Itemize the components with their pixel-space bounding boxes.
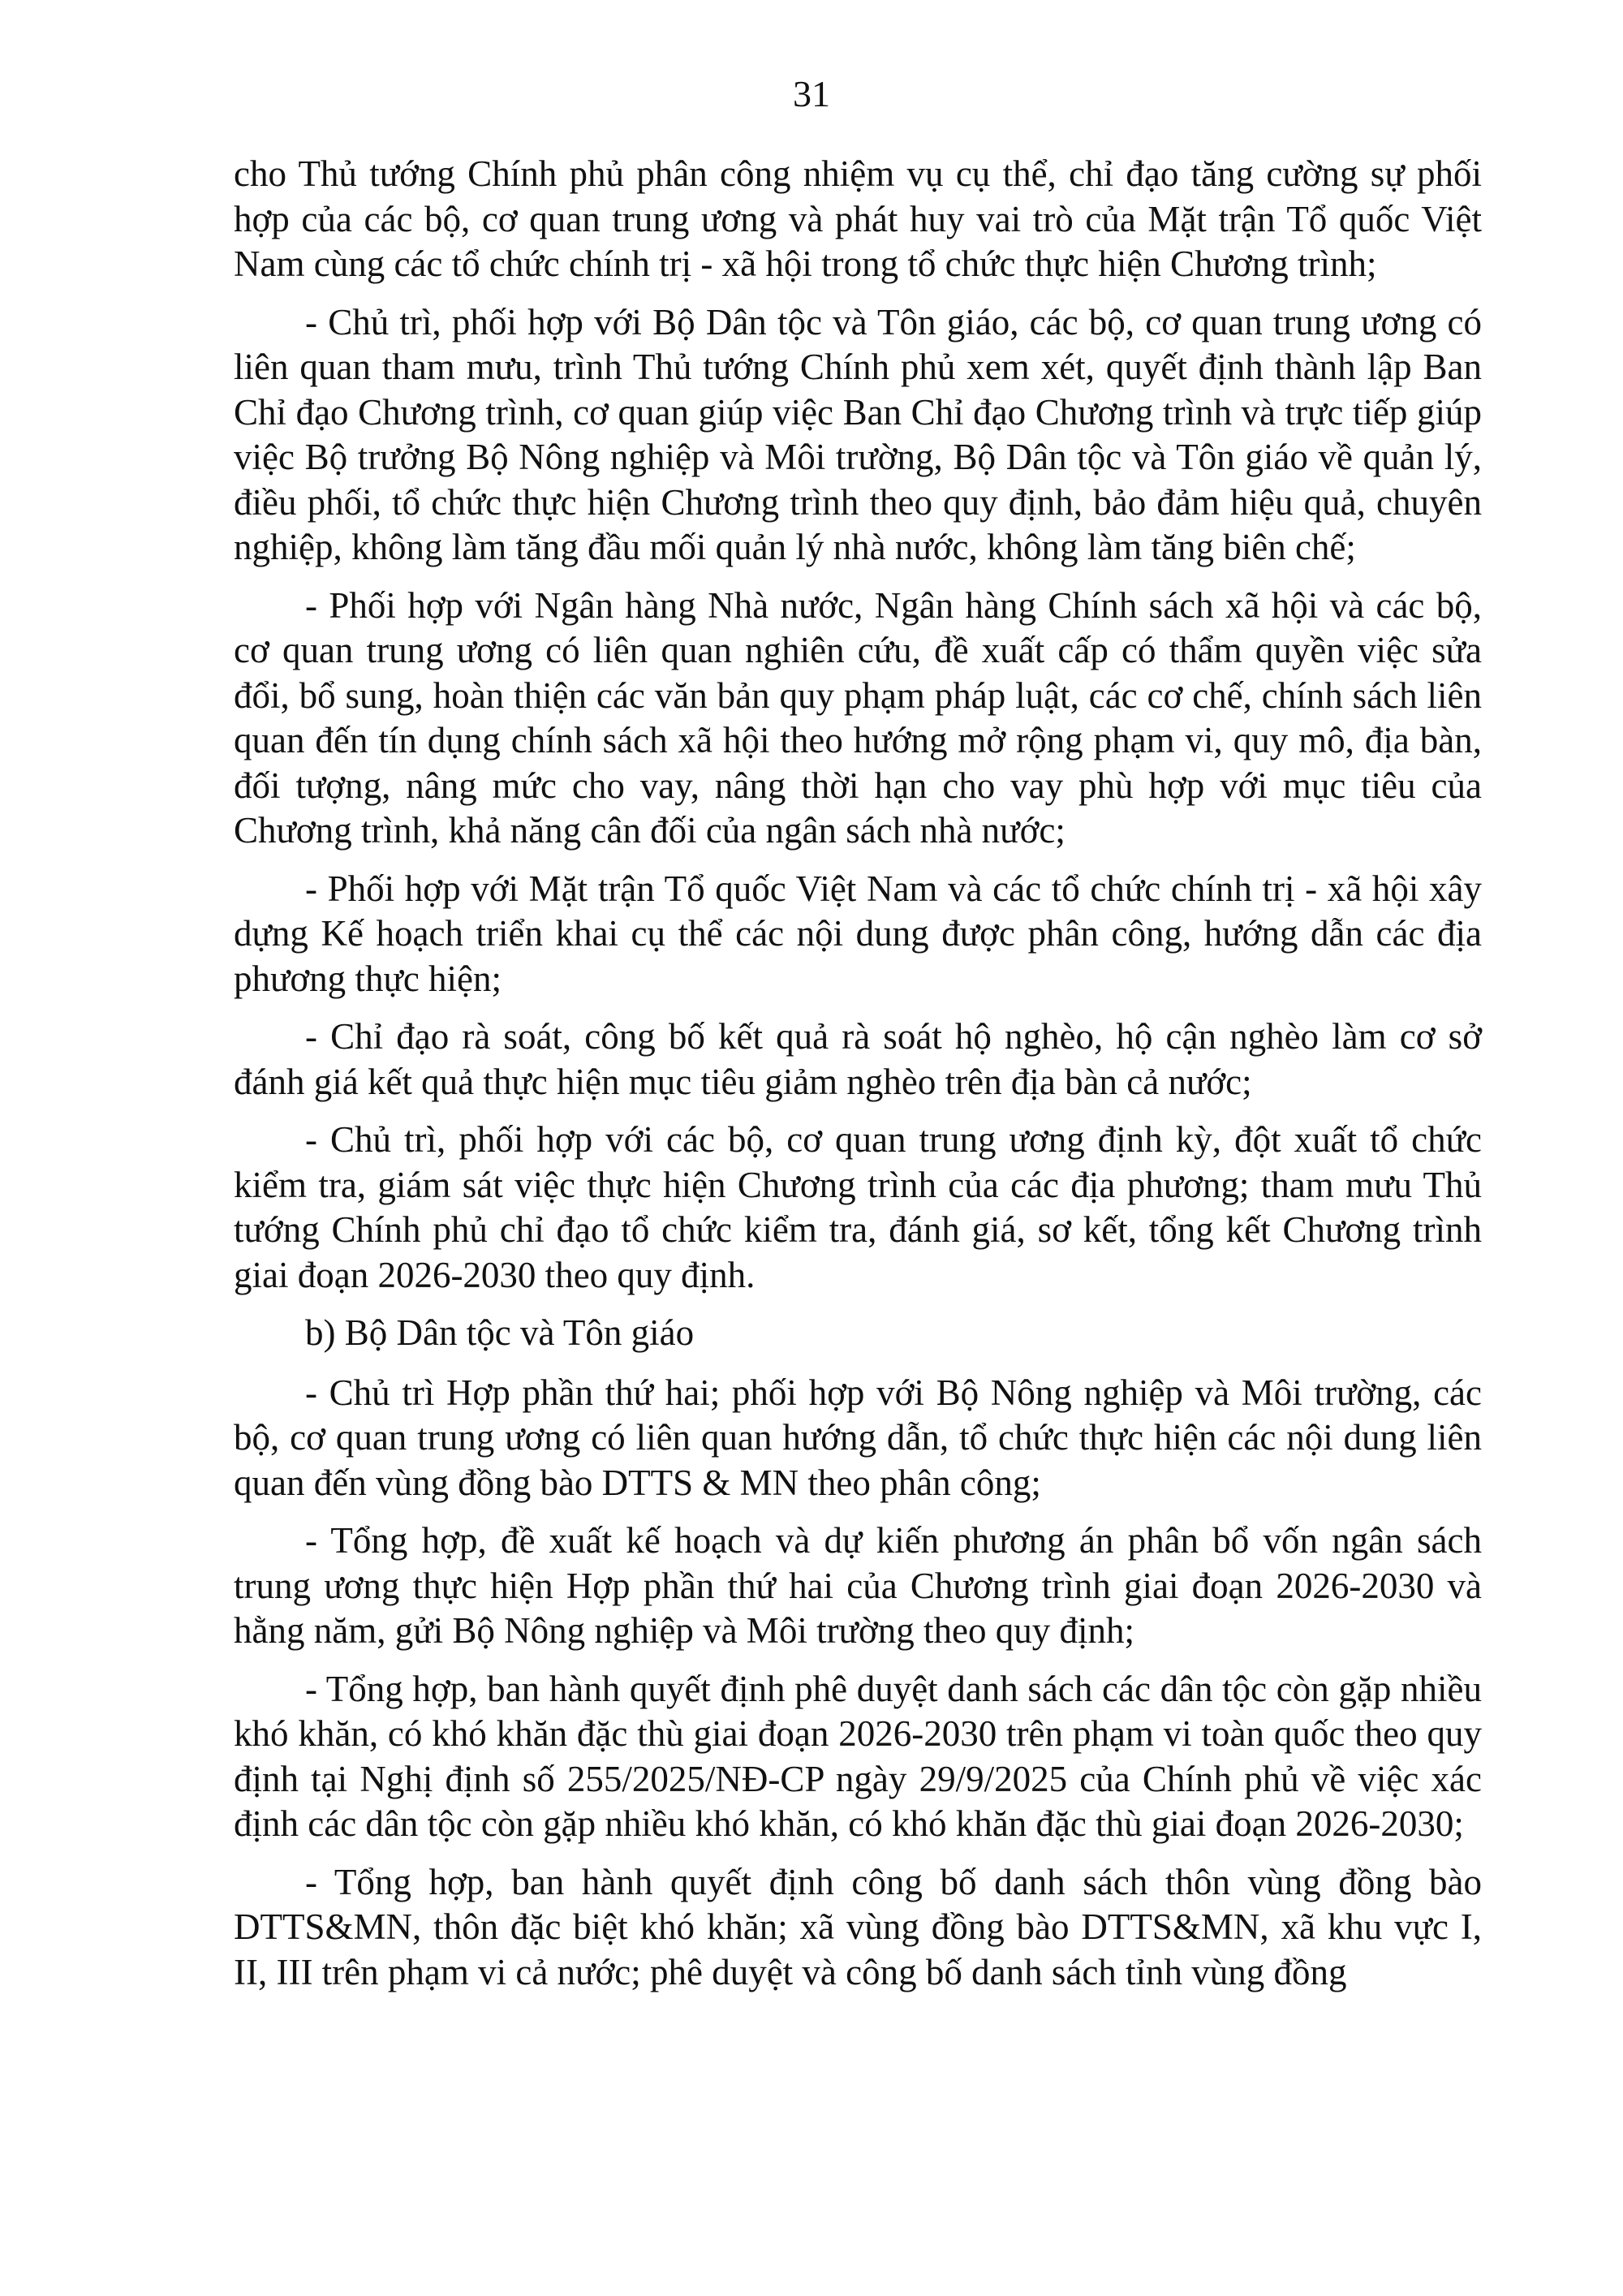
paragraph-mat-tran: - Phối hợp với Mặt trận Tổ quốc Việt Nam và các tổ chức chính trị - xã hội xây dựng Kế hoạch triển khai cụ thể các nội dung được phân công, hướng dẫn các địa phương thực hiện; — [234, 868, 1482, 999]
paragraph-danh-sach-dan-toc: - Tổng hợp, ban hành quyết định phê duyệt danh sách các dân tộc còn gặp nhiều khó khăn, có khó khăn đặc thù giai đoạn 2026-2030 trên phạm vi toàn quốc theo quy định tại Nghị định số 255/2025/NĐ-CP ngày 29/9/2025 của Chính phủ về việc xác định các dân tộc còn gặp nhiều khó khăn, có khó khăn đặc thù giai đoạn 2026-2030; — [234, 1668, 1482, 1844]
paragraph-kiem-tra: - Chủ trì, phối hợp với các bộ, cơ quan trung ương định kỳ, đột xuất tổ chức kiểm tra, giám sát việc thực hiện Chương trình của các địa phương; tham mưu Thủ tướng Chính phủ chỉ đạo tổ chức kiểm tra, đánh giá, sơ kết, tổng kết Chương trình giai đoạn 2026-2030 theo quy định. — [234, 1119, 1482, 1295]
section-heading-bo-dan-toc: b) Bộ Dân tộc và Tôn giáo — [305, 1312, 695, 1353]
paragraph-danh-sach-thon: - Tổng hợp, ban hành quyết định công bố danh sách thôn vùng đồng bào DTTS&MN, thôn đặc biệt khó khăn; xã vùng đồng bào DTTS&MN, xã khu vực I, II, III trên phạm vi cả nước; phê duyệt và công bố danh sách tỉnh vùng đồng — [234, 1861, 1482, 1992]
paragraph-hop-phan-hai: - Chủ trì Hợp phần thứ hai; phối hợp với Bộ Nông nghiệp và Môi trường, các bộ, cơ quan trung ương có liên quan hướng dẫn, tổ chức thực hiện các nội dung liên quan đến vùng đồng bào DTTS & MN theo phân công; — [234, 1372, 1482, 1503]
paragraph-continuation: cho Thủ tướng Chính phủ phân công nhiệm vụ cụ thể, chỉ đạo tăng cường sự phối hợp của các bộ, cơ quan trung ương và phát huy vai trò của Mặt trận Tổ quốc Việt Nam cùng các tổ chức chính trị - xã hội trong tổ chức thực hiện Chương trình; — [234, 153, 1482, 284]
paragraph-phan-bo-von: - Tổng hợp, đề xuất kế hoạch và dự kiến phương án phân bổ vốn ngân sách trung ương thực hiện Hợp phần thứ hai của Chương trình giai đoạn 2026-2030 và hằng năm, gửi Bộ Nông nghiệp và Môi trường theo quy định; — [234, 1520, 1482, 1651]
paragraph-tin-dung: - Phối hợp với Ngân hàng Nhà nước, Ngân hàng Chính sách xã hội và các bộ, cơ quan trung ương có liên quan nghiên cứu, đề xuất cấp có thẩm quyền việc sửa đổi, bổ sung, hoàn thiện các văn bản quy phạm pháp luật, các cơ chế, chính sách liên quan đến tín dụng chính sách xã hội theo hướng mở rộng phạm vi, quy mô, địa bàn, đối tượng, nâng mức cho vay, nâng thời hạn cho vay phù hợp với mục tiêu của Chương trình, khả năng cân đối của ngân sách nhà nước; — [234, 584, 1482, 851]
paragraph-ban-chi-dao: - Chủ trì, phối hợp với Bộ Dân tộc và Tôn giáo, các bộ, cơ quan trung ương có liên quan tham mưu, trình Thủ tướng Chính phủ xem xét, quyết định thành lập Ban Chỉ đạo Chương trình, cơ quan giúp việc Ban Chỉ đạo Chương trình và trực tiếp giúp việc Bộ trưởng Bộ Nông nghiệp và Môi trường, Bộ Dân tộc và Tôn giáo về quản lý, điều phối, tổ chức thực hiện Chương trình theo quy định, bảo đảm hiệu quả, chuyên nghiệp, không làm tăng đầu mối quản lý nhà nước, không làm tăng biên chế; — [234, 301, 1482, 567]
paragraph-ra-soat: - Chỉ đạo rà soát, công bố kết quả rà soát hộ nghèo, hộ cận nghèo làm cơ sở đánh giá kết quả thực hiện mục tiêu giảm nghèo trên địa bàn cả nước; — [234, 1016, 1482, 1102]
document-body — [234, 152, 1482, 2008]
page-number: 31 — [793, 73, 830, 114]
